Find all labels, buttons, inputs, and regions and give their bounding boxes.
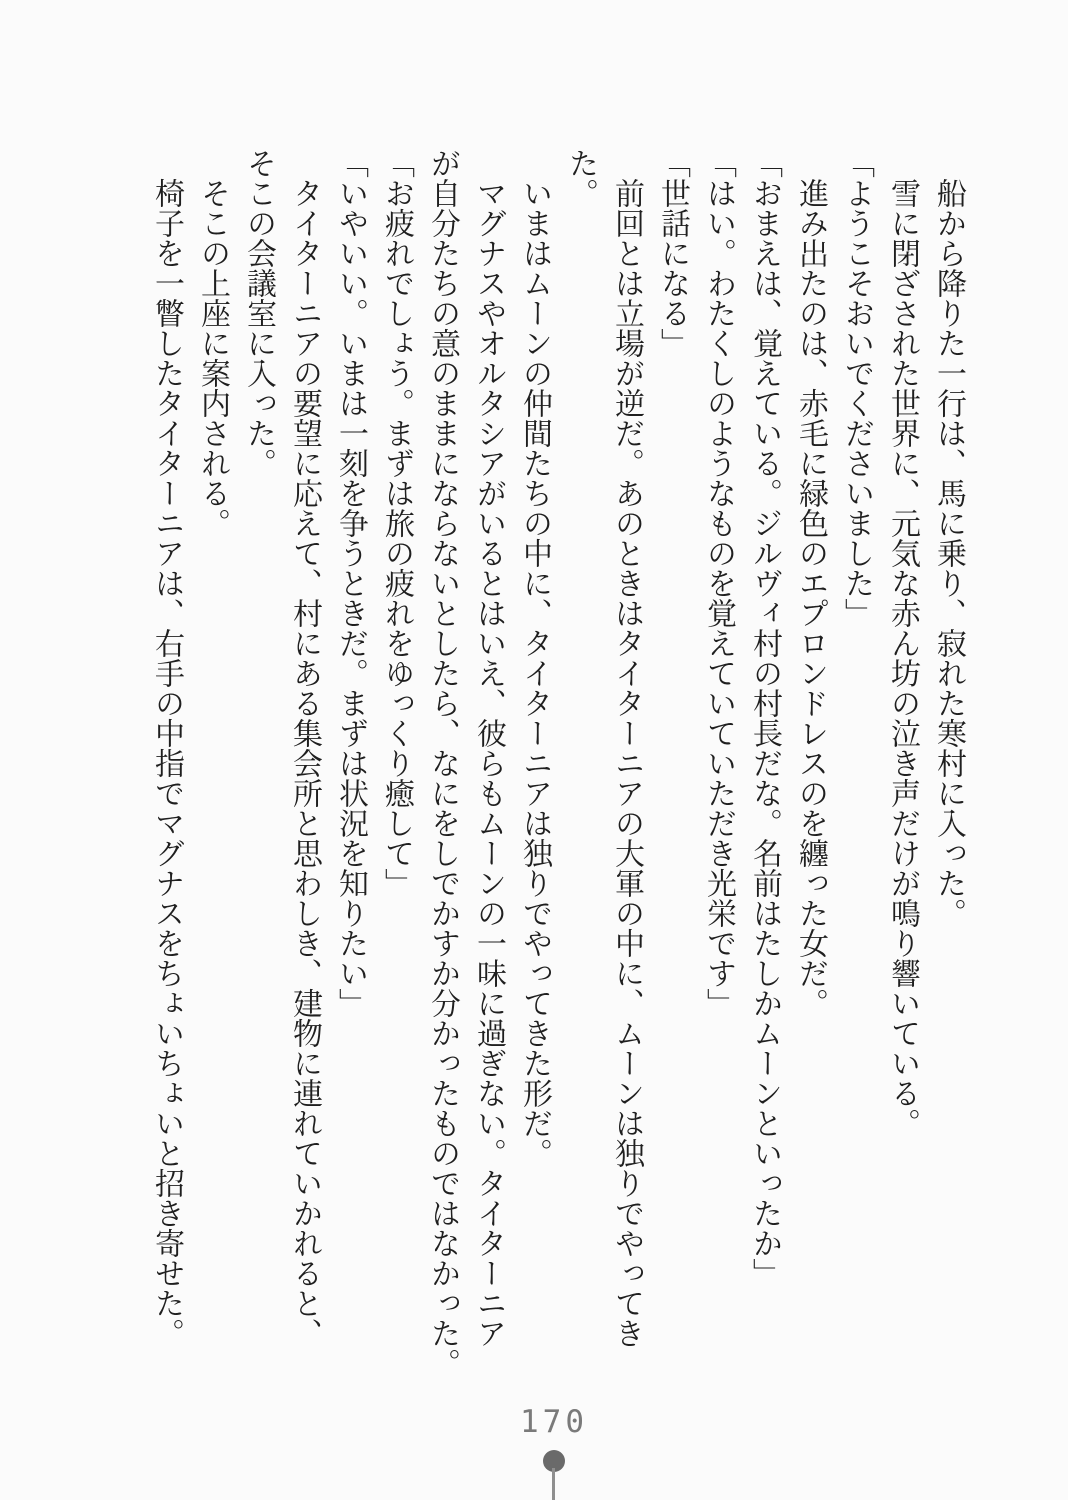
text-line: 「世話になる」 xyxy=(655,148,690,358)
page-number: 170 xyxy=(520,1404,588,1440)
text-line: が自分たちの意のままにならないとしたら、なにをしでかすか分かったものではなかった。 xyxy=(425,148,460,1378)
page-text xyxy=(143,148,971,1388)
text-line: マグナスやオルタシアがいるとはいえ、彼らもムーンの一味に過ぎない。タイターニア xyxy=(471,178,506,1348)
progress-pin-line xyxy=(552,1468,555,1500)
text-line: タイターニアの要望に応えて、村にある集会所と思わしき、建物に連れていかれると、 xyxy=(287,178,322,1348)
text-line: そこの上座に案内される。 xyxy=(195,178,230,538)
text-line: 椅子を一瞥したタイターニアは、右手の中指でマグナスをちょいちょいと招き寄せた。 xyxy=(149,178,184,1348)
text-line: 「はい。わたくしのようなものを覚えていていただき光栄です」 xyxy=(701,148,736,1018)
text-line: 前回とは立場が逆だ。あのときはタイターニアの大軍の中に、ムーンは独りでやってき xyxy=(609,178,644,1348)
text-line: いまはムーンの仲間たちの中に、タイターニアは独りでやってきた形だ。 xyxy=(517,178,552,1168)
text-line: 雪に閉ざされた世界に、元気な赤ん坊の泣き声だけが鳴り響いている。 xyxy=(885,178,920,1138)
text-line: 「いやいい。いまは一刻を争うときだ。まずは状況を知りたい」 xyxy=(333,148,368,1018)
text-line: 船から降りた一行は、馬に乗り、寂れた寒村に入った。 xyxy=(931,178,966,928)
text-line: 「お疲れでしょう。まずは旅の疲れをゆっくり癒して」 xyxy=(379,148,414,898)
text-line: 「おまえは、覚えている。ジルヴィ村の村長だな。名前はたしかムーンといったか」 xyxy=(747,148,782,1288)
text-line: そこの会議室に入った。 xyxy=(241,148,276,478)
text-line: 「ようこそおいでくださいました」 xyxy=(839,148,874,628)
text-line: 進み出たのは、赤毛に緑色のエプロンドレスのを纏った女だ。 xyxy=(793,178,828,1018)
text-line: た。 xyxy=(563,148,598,208)
